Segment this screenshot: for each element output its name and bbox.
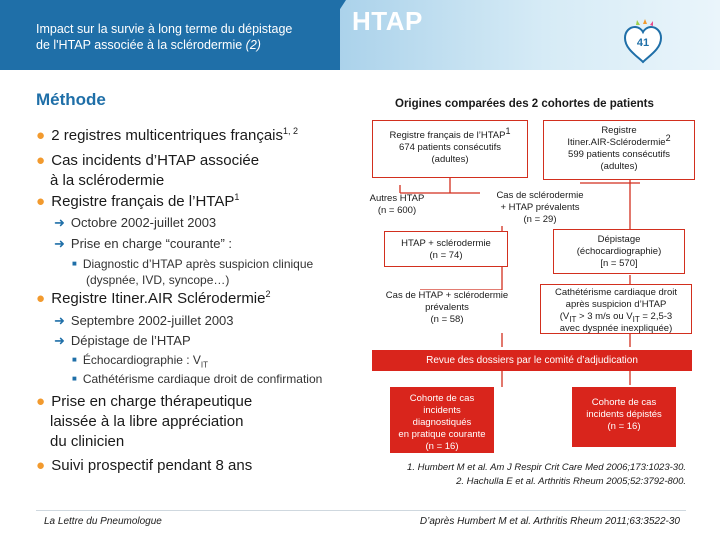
node-cas-htap-prevalents bbox=[372, 290, 522, 326]
square-text: Diagnostic d’HTAP après suspicion clinique bbox=[82, 257, 314, 271]
arrow-right-icon: ➜ bbox=[54, 236, 65, 251]
node-text: (adultes) bbox=[600, 161, 638, 172]
node-text: (V bbox=[559, 311, 570, 322]
node-text: Dépistage bbox=[597, 234, 641, 245]
node-text: Cathétérisme cardiaque droit bbox=[555, 287, 677, 298]
node-text: (adultes) bbox=[431, 154, 469, 165]
slide-number: 41 bbox=[636, 37, 650, 49]
node-text: Autres HTAP bbox=[369, 193, 425, 204]
node-text: (n = 16) bbox=[607, 421, 641, 432]
slide-header bbox=[0, 0, 720, 70]
node-text: diagnostiqués bbox=[412, 417, 472, 428]
bullet-dot-icon: ● bbox=[36, 193, 46, 210]
citation-sup: 1 bbox=[234, 192, 240, 202]
bullet-dot-icon: ● bbox=[36, 393, 46, 410]
square-bullet-icon: ■ bbox=[72, 259, 77, 268]
arrow-item-depistage bbox=[54, 332, 191, 349]
header-subtitle bbox=[36, 21, 316, 53]
header-subtitle-part: (2) bbox=[245, 38, 261, 52]
arrow-text: Prise en charge “courante” : bbox=[70, 236, 233, 251]
subscript: IT bbox=[569, 314, 577, 324]
node-text: Itiner.AIR-Sclérodermie bbox=[567, 137, 666, 148]
header-subtitle-line2: de l'HTAP associée à la sclérodermie bbox=[36, 38, 243, 52]
bullet-dot-icon: ● bbox=[36, 290, 46, 307]
node-text: [n = 570] bbox=[600, 258, 638, 269]
node-text: en pratique courante bbox=[398, 429, 486, 440]
node-text: après suspicion d’HTAP bbox=[565, 299, 667, 310]
node-text: HTAP + sclérodermie bbox=[401, 238, 491, 249]
citation-sup: 1 bbox=[505, 125, 511, 136]
header-title: HTAP bbox=[352, 6, 423, 36]
node-text: + HTAP prévalents bbox=[500, 202, 580, 213]
bullet-dot-icon: ● bbox=[36, 457, 46, 474]
text-registre-francais bbox=[372, 125, 528, 166]
arrow-right-icon: ➜ bbox=[54, 333, 65, 348]
bullet-text: Cas incidents d’HTAP associée bbox=[51, 152, 260, 169]
header-subtitle-line1: Impact sur la survie à long terme du dépistage bbox=[36, 22, 293, 36]
footer-divider bbox=[36, 510, 686, 511]
node-text: Registre français de l’HTAP bbox=[389, 130, 506, 141]
node-text: (n = 600) bbox=[377, 205, 417, 216]
diagram-title: Origines comparées des 2 cohortes de patients bbox=[395, 98, 654, 110]
bullet-text: Registre Itiner.AIR Sclérodermie bbox=[51, 290, 266, 307]
node-text: (n = 16) bbox=[425, 441, 459, 452]
arrow-right-icon: ➜ bbox=[54, 313, 65, 328]
arrow-item-prise-en-charge bbox=[54, 235, 232, 252]
square-item-echocardiographie bbox=[72, 353, 208, 369]
citation-sup: 1, 2 bbox=[283, 126, 299, 136]
bullet-dot-icon: ● bbox=[36, 152, 46, 169]
square-text: Échocardiographie : V bbox=[82, 353, 201, 367]
node-text: Cas de sclérodermie bbox=[496, 190, 584, 201]
node-text: incidents bbox=[423, 405, 461, 416]
node-autres-htap bbox=[352, 193, 442, 217]
square-bullet-icon: ■ bbox=[72, 374, 77, 383]
bullet-cas-incidents bbox=[36, 151, 259, 191]
node-text: Cas de HTAP + sclérodermie bbox=[385, 290, 509, 301]
text-htap-sclerodermie bbox=[384, 238, 508, 262]
bullet-text: Prise en charge thérapeutique bbox=[51, 393, 253, 410]
bullet-registres bbox=[36, 126, 298, 146]
square-bullet-icon: ■ bbox=[72, 355, 77, 364]
node-text: Cohorte de cas bbox=[591, 397, 657, 408]
node-text: > 3 m/s ou V bbox=[576, 311, 633, 322]
bullet-registre-itinerair bbox=[36, 289, 271, 309]
node-text: 599 patients consécutifs bbox=[568, 149, 670, 160]
committee-banner: Revue des dossiers par le comité d’adjudication bbox=[372, 350, 692, 371]
node-text: Cohorte de cas bbox=[409, 393, 475, 404]
node-text: avec dyspnée inexpliquée) bbox=[559, 323, 673, 334]
footer-journal: La Lettre du Pneumologue bbox=[44, 516, 162, 527]
bullet-text-cont: du clinicien bbox=[50, 433, 125, 450]
bullet-text: 2 registres multicentriques français bbox=[51, 127, 283, 144]
reference-2: 2. Hachulla E et al. Arthritis Rheum 2005;52:3792-800. bbox=[456, 476, 686, 487]
citation-sup: 2 bbox=[265, 289, 271, 299]
box-cohorte-pratique-courante bbox=[390, 387, 494, 453]
arrow-text: Dépistage de l’HTAP bbox=[70, 333, 191, 348]
square-item-diagnostic bbox=[72, 257, 313, 288]
arrow-right-icon: ➜ bbox=[54, 215, 65, 230]
node-text: incidents dépistés bbox=[586, 409, 662, 420]
square-item-catheterisme bbox=[72, 372, 322, 388]
bullet-text: Suivi prospectif pendant 8 ans bbox=[51, 457, 253, 474]
text-registre-itinerair bbox=[543, 125, 695, 173]
node-text: prévalents bbox=[425, 302, 469, 313]
arrow-text: Septembre 2002-juillet 2003 bbox=[70, 313, 234, 328]
subscript: IT bbox=[200, 360, 209, 370]
arrow-item-septembre bbox=[54, 312, 234, 329]
subscript: IT bbox=[632, 314, 640, 324]
bullet-text: Registre français de l’HTAP bbox=[51, 193, 235, 210]
section-title-methode: Méthode bbox=[36, 90, 106, 109]
node-text: (n = 58) bbox=[430, 314, 464, 325]
bullet-text-cont: laissée à la libre appréciation bbox=[50, 413, 244, 430]
text-catheterisme bbox=[540, 287, 692, 335]
arrow-text: Octobre 2002-juillet 2003 bbox=[70, 215, 217, 230]
bullet-suivi-prospectif bbox=[36, 456, 252, 476]
text-depistage bbox=[553, 234, 685, 270]
bullet-text-cont: à la sclérodermie bbox=[50, 172, 165, 189]
node-cas-sclerodermie-prevalents bbox=[480, 190, 600, 226]
references bbox=[380, 461, 686, 489]
node-text: 674 patients consécutifs bbox=[399, 142, 501, 153]
node-text: = 2,5-3 bbox=[639, 311, 673, 322]
node-text: (n = 74) bbox=[429, 250, 463, 261]
bullet-dot-icon: ● bbox=[36, 127, 46, 144]
node-text: (échocardiographie) bbox=[576, 246, 662, 257]
square-text-cont: (dyspnée, IVD, syncope…) bbox=[86, 273, 230, 287]
square-text: Cathétérisme cardiaque droit de confirmation bbox=[82, 372, 323, 386]
bullet-prise-en-charge-therapeutique bbox=[36, 392, 252, 452]
node-text: Registre bbox=[601, 125, 637, 136]
bullet-registre-francais bbox=[36, 192, 239, 212]
node-text: (n = 29) bbox=[523, 214, 557, 225]
box-cohorte-depistes bbox=[572, 387, 676, 447]
reference-1: 1. Humbert M et al. Am J Respir Crit Care Med 2006;173:1023-30. bbox=[407, 462, 686, 473]
footer-source: D’après Humbert M et al. Arthritis Rheum 2011;63:3522-30 bbox=[419, 516, 680, 527]
citation-sup: 2 bbox=[665, 132, 671, 143]
arrow-item-octobre bbox=[54, 214, 216, 231]
